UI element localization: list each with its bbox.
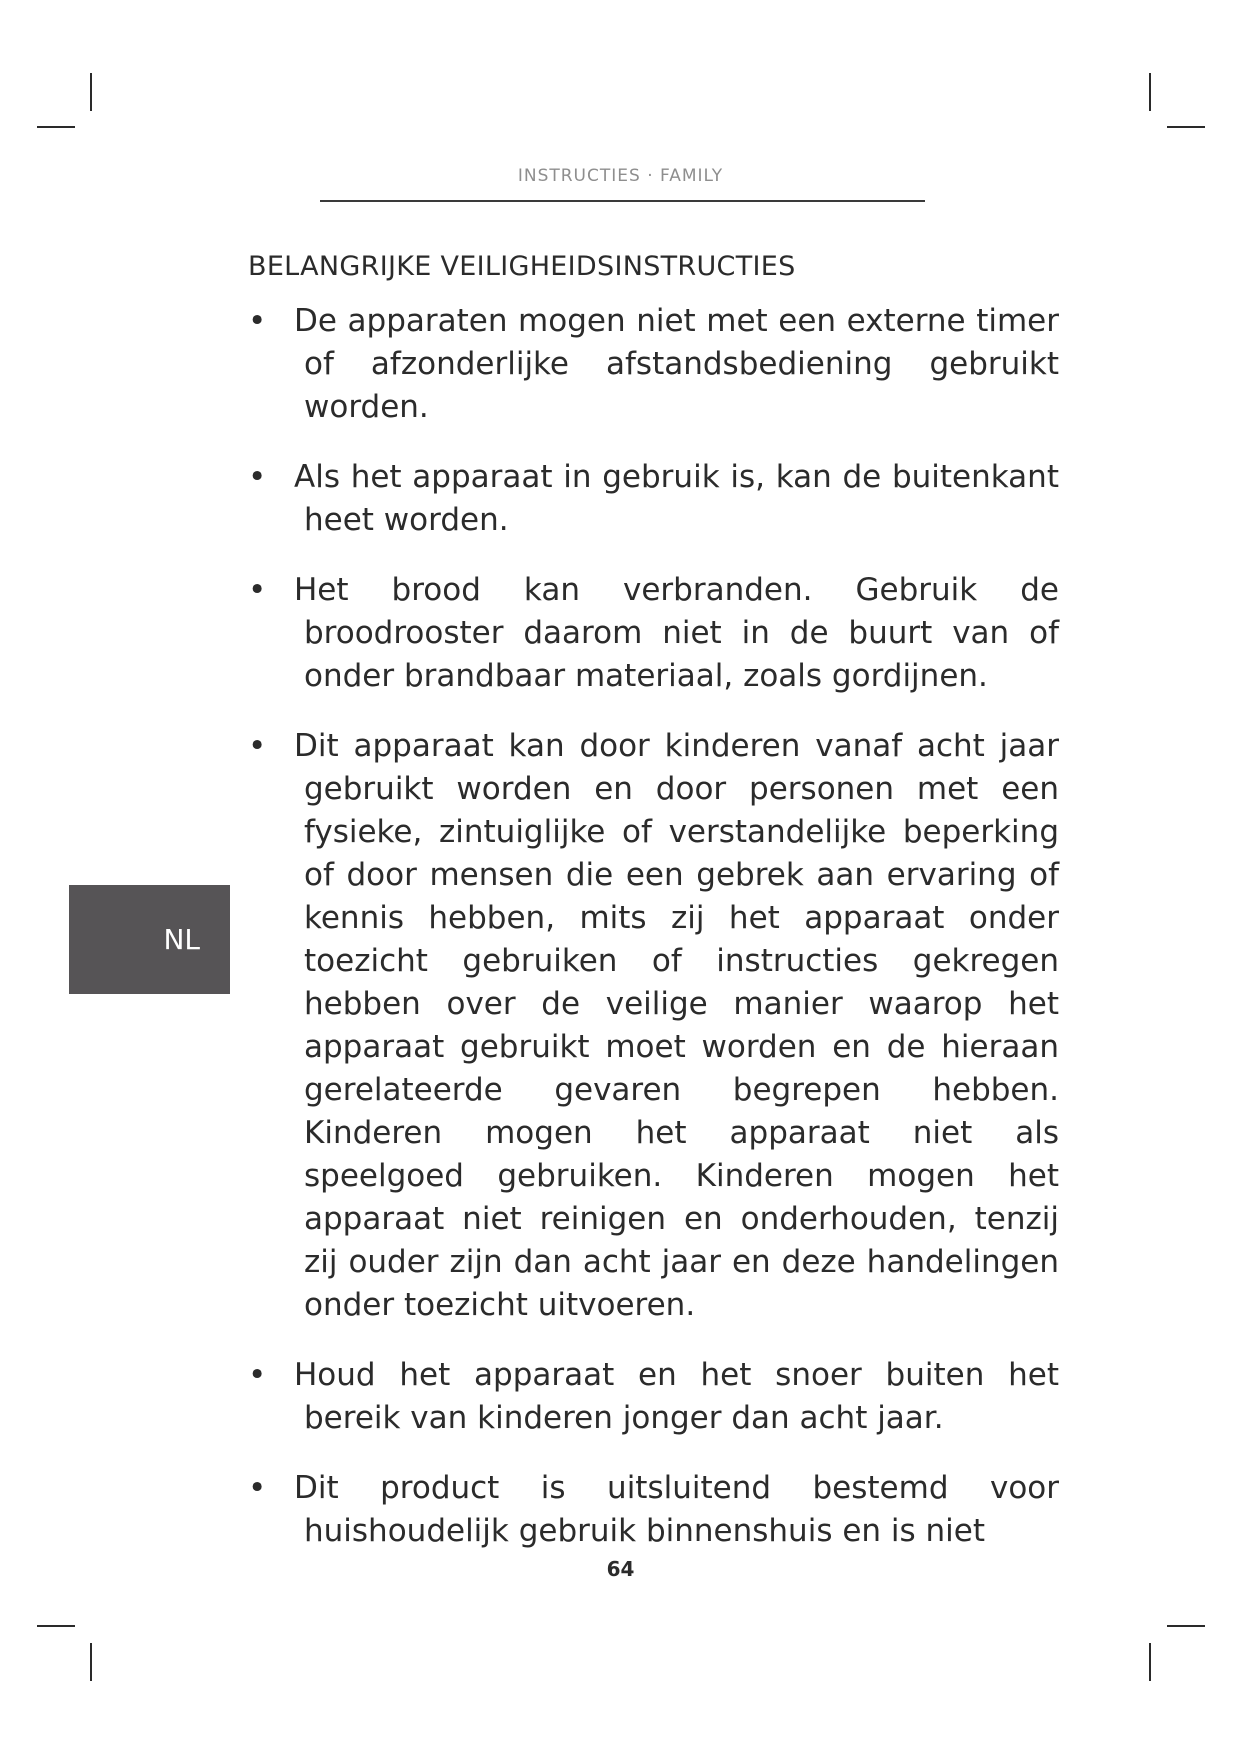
bullet-icon: • (248, 1470, 267, 1506)
page-number: 64 (606, 1557, 635, 1581)
crop-mark-top-right-horizontal (1167, 126, 1205, 128)
crop-mark-top-left-vertical (90, 73, 92, 111)
bullet-icon: • (248, 728, 267, 764)
running-header: INSTRUCTIES · FAMILY (517, 166, 724, 186)
bullet-icon: • (248, 1357, 267, 1393)
list-item-text: De apparaten mogen niet met een externe timer of afzonderlijke afstandsbediening gebruikt worden. (294, 303, 1059, 425)
crop-mark-bottom-right-horizontal (1167, 1625, 1205, 1627)
language-tab (69, 885, 230, 994)
crop-mark-bottom-left-horizontal (37, 1625, 75, 1627)
bullet-icon: • (248, 459, 267, 495)
bullet-icon: • (248, 303, 267, 339)
header-rule (320, 200, 925, 202)
section-title: BELANGRIJKE VEILIGHEIDSINSTRUCTIES (248, 251, 796, 282)
crop-mark-top-right-vertical (1149, 73, 1151, 111)
list-item (248, 456, 1068, 542)
crop-mark-top-left-horizontal (37, 126, 75, 128)
list-item (248, 569, 1068, 698)
bullet-icon: • (248, 572, 267, 608)
safety-instructions-list (248, 300, 1068, 1580)
list-item-text: Het brood kan verbranden. Gebruik de broodrooster daarom niet in de buurt van of onder brandbaar materiaal, zoals gordijnen. (294, 572, 1059, 694)
crop-mark-bottom-right-vertical (1149, 1643, 1151, 1681)
language-tab-label: NL (163, 923, 200, 956)
list-item-text: Dit apparaat kan door kinderen vanaf acht jaar gebruikt worden en door personen met een fysieke, zintuiglijke of verstandelijke beperking of door mensen die een gebrek aan ervaring of kennis hebben, mits zij het apparaat onder toezicht gebruiken of instructies gekregen hebben over de veilige manier waarop het apparaat gebruikt moet worden en de hieraan gerelateerde gevaren begrepen hebben. Kinderen mogen het apparaat niet als speelgoed gebruiken. Kinderen mogen het apparaat niet reinigen en onderhouden, tenzij zij ouder zijn dan acht jaar en deze handelingen onder toezicht uitvoeren. (294, 728, 1059, 1323)
list-item-text: Houd het apparaat en het snoer buiten het bereik van kinderen jonger dan acht jaar. (294, 1357, 1059, 1436)
list-item (248, 1354, 1068, 1440)
list-item (248, 300, 1068, 429)
crop-mark-bottom-left-vertical (90, 1643, 92, 1681)
list-item-text: Dit product is uitsluitend bestemd voor huishoudelijk gebruik binnenshuis en is niet (294, 1470, 1059, 1549)
list-item (248, 1467, 1068, 1553)
list-item-text: Als het apparaat in gebruik is, kan de buitenkant heet worden. (294, 459, 1059, 538)
list-item (248, 725, 1068, 1327)
